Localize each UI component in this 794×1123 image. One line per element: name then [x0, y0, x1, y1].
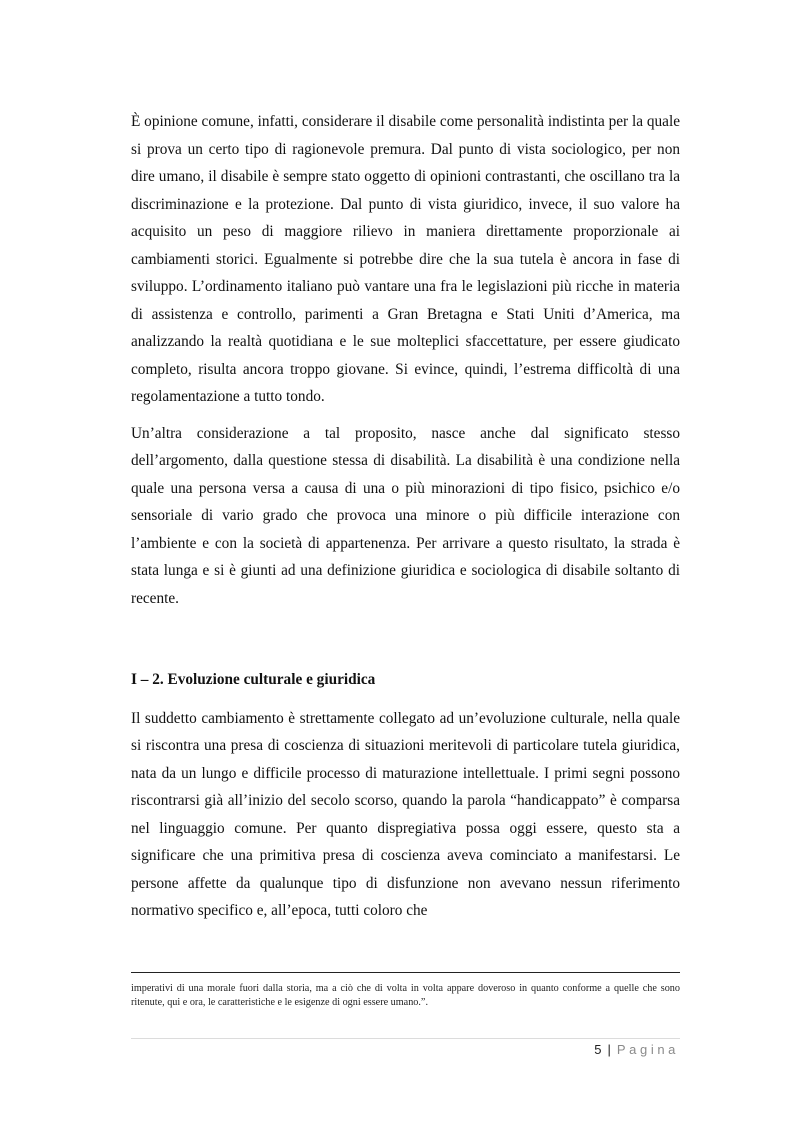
page-footer [594, 1041, 679, 1059]
page-number: 5 [594, 1042, 602, 1057]
footnote-text: imperativi di una morale fuori dalla storia, ma a ciò che di volta in volta appare doveroso in quanto conforme a quelle che sono ritenute, qui e ora, le caratteristiche e le esigenze di ogni essere umano.”. [131, 983, 680, 1008]
footer-divider [131, 1038, 680, 1039]
paragraph-2: Un’altra considerazione a tal proposito, nasce anche dal significato stesso dell’argomento, dalla questione stessa di disabilità. La disabilità è una condizione nella quale una persona versa a causa di una o più minorazioni di tipo fisico, psichico e/o sensoriale di vario grado che provoca una minore o più difficile interazione con l’ambiente e con la società di appartenenza. Per arrivare a questo risultato, la strada è stata lunga e si è giunti ad una definizione giuridica e sociologica di disabile soltanto di recente. [131, 424, 680, 607]
section-heading: I – 2. Evoluzione culturale e giuridica [131, 671, 376, 688]
section-paragraph: Il suddetto cambiamento è strettamente collegato ad un’evoluzione culturale, nella quale si riscontra una presa di coscienza di situazioni meritevoli di particolare tutela giuridica, nata da un lungo e difficile processo di maturazione intellettuale. I primi segni possono riscontrarsi già all’inizio del secolo scorso, quando la parola “handicappato” è comparsa nel linguaggio comune. Per quanto dispregiativa possa oggi essere, questo sta a significare che una primitiva presa di coscienza aveva cominciato a manifestarsi. Le persone affette da qualunque tipo di disfunzione non avevano nessun riferimento normativo specifico e, all’epoca, tutti coloro che [131, 709, 680, 919]
footnote-divider [131, 972, 680, 973]
paragraph-1: È opinione comune, infatti, considerare il disabile come personalità indistinta per la quale si prova un certo tipo di ragionevole premura. Dal punto di vista sociologico, per non dire umano, il disabile è sempre stato oggetto di opinioni contrastanti, che oscillano tra la discriminazione e la protezione. Dal punto di vista giuridico, invece, il suo valore ha acquisito un peso di maggiore rilievo in maniera direttamente proporzionale ai cambiamenti storici. Egualmente si potrebbe dire che la sua tutela è ancora in fase di sviluppo. L’ordinamento italiano può vantare una fra le legislazioni più ricche in materia di assistenza e controllo, parimenti a Gran Bretagna e Stati Uniti d’America, ma analizzando la realtà quotidiana e le sue molteplici sfaccettature, per essere giudicato completo, risulta ancora troppo giovane. Si evince, quindi, l’estrema difficoltà di una regolamentazione a tutto tondo. [131, 113, 680, 405]
footer-separator: | [607, 1042, 611, 1057]
page-label: Pagina [616, 1042, 679, 1057]
body-text [131, 108, 680, 925]
